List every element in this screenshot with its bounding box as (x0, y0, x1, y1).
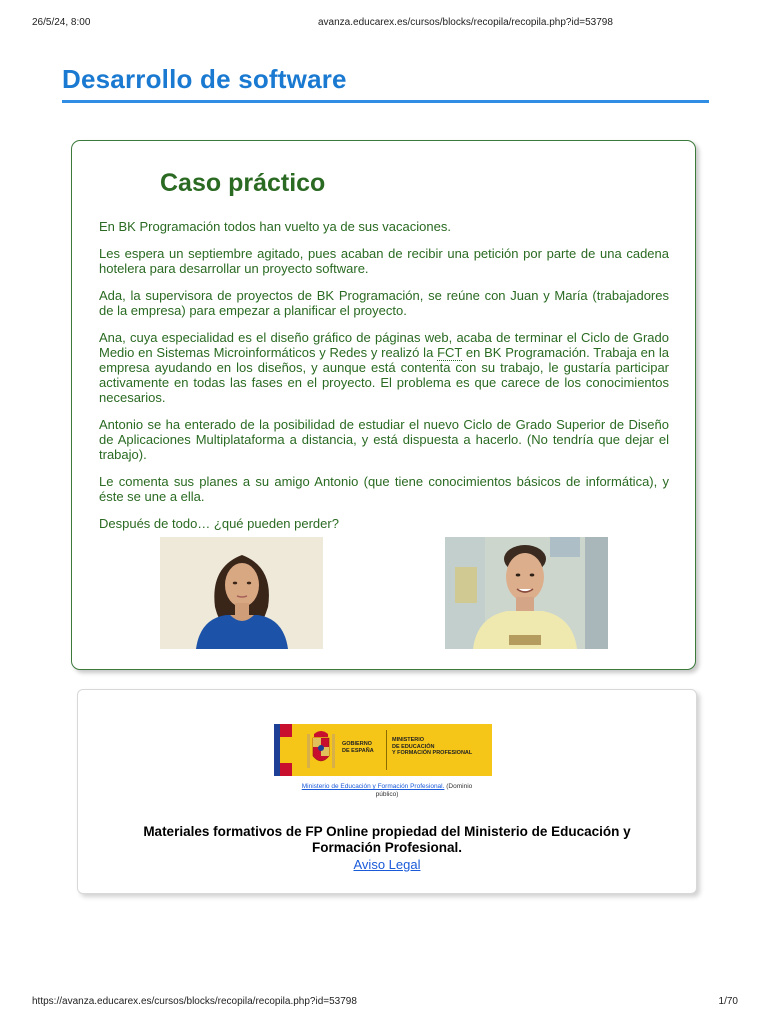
print-footer (32, 996, 738, 1010)
gobierno-text: GOBIERNO DE ESPAÑA (342, 741, 374, 754)
case-paragraph-6: Le comenta sus planes a su amigo Antonio (que tiene conocimientos básicos de informática), y éste se une a ella. (99, 474, 669, 504)
image-credit (78, 783, 696, 799)
case-paragraph-1: En BK Programación todos han vuelto ya de sus vacaciones. (99, 219, 451, 234)
spain-coat-of-arms-icon (304, 728, 338, 772)
case-paragraph-4 (99, 330, 669, 405)
print-url: avanza.educarex.es/cursos/blocks/recopila/recopila.php?id=53798 (318, 17, 613, 28)
eu-stars-strip (274, 724, 280, 776)
government-logo (274, 724, 492, 776)
case-paragraph-3: Ada, la supervisora de proyectos de BK Programación, se reúne con Juan y María (trabajadores de la empresa) para empezar a planificar el proyecto. (99, 288, 669, 318)
print-date: 26/5/24, 8:00 (32, 17, 91, 28)
materiales-notice: Materiales formativos de FP Online propiedad del Ministerio de Educación y Formación Profesional. (143, 824, 631, 855)
credit-license-1: (Dominio (446, 783, 473, 790)
case-paragraph-4-end: en BK Programación. Trabaja en la empresa ayudando en los diseños, y aunque está contenta con su trabajo, le gustaría participar activamente en todas las fases en el proyecto. El problema es que carece de los conocimientos necesarios. (99, 345, 669, 405)
case-study-box (71, 140, 696, 670)
logo-divider (386, 730, 387, 770)
credit-license-2: público) (375, 791, 399, 798)
case-paragraph-7: Después de todo… ¿qué pueden perder? (99, 516, 339, 531)
photo-antonio-illustration (445, 537, 608, 649)
fct-abbreviation[interactable]: FCT (437, 345, 463, 360)
case-study-title: Caso práctico (160, 169, 326, 197)
credits-box (77, 689, 697, 894)
photo-ana (160, 537, 323, 649)
photo-ana-illustration (160, 537, 323, 649)
photo-antonio (445, 537, 608, 649)
page-indicator: 1/70 (718, 996, 738, 1007)
case-study-text (99, 219, 669, 543)
case-paragraph-2: Les espera un septiembre agitado, pues acaban de recibir una petición por parte de una cadena hotelera para desarrollar un proyecto software. (99, 246, 669, 276)
print-footer-url: https://avanza.educarex.es/cursos/blocks/recopila/recopila.php?id=53798 (32, 996, 357, 1007)
case-paragraph-4-start: Ana, cuya especialidad es el diseño gráfico de páginas web, acaba de terminar el Ciclo de Grado Medio en Sistemas Microinformáticos y Redes y realizó la (99, 330, 669, 360)
ministerio-text: MINISTERIO DE EDUCACIÓN Y FORMACIÓN PROFESIONAL (392, 737, 473, 756)
print-header (32, 17, 738, 31)
title-underline (62, 100, 709, 103)
aviso-legal-link[interactable]: Aviso Legal (353, 857, 421, 872)
ministerio-credit-link[interactable]: Ministerio de Educación y Formación Profesional. (301, 783, 445, 790)
page-title: Desarrollo de software (62, 64, 347, 94)
case-paragraph-5: Antonio se ha enterado de la posibilidad de estudiar el nuevo Ciclo de Grado Superior de Diseño de Aplicaciones Multiplataforma a distancia, y está dispuesta a hacerlo. (No tendría que dejar el trabajo). (99, 417, 669, 462)
